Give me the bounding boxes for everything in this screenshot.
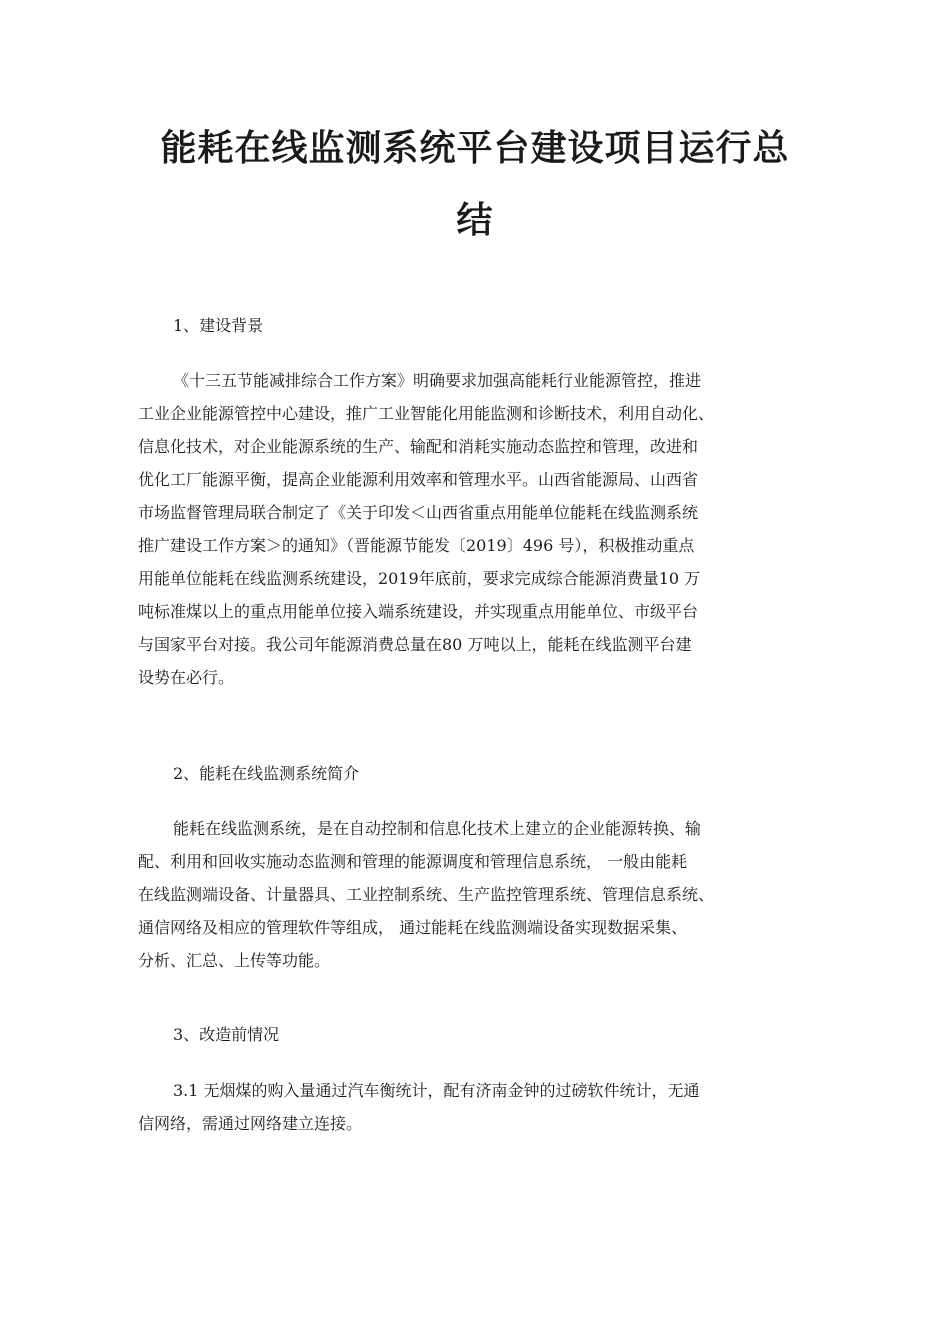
paragraph-line: 优化工厂能源平衡，提高企业能源利用效率和管理水平。山西省能源局、山西省 (138, 470, 699, 489)
paragraph-line: 在线监测端设备、计量器具、工业控制系统、生产监控管理系统、管理信息系统、 (138, 885, 715, 904)
paragraph-line: 工业企业能源管控中心建设，推广工业智能化用能监测和诊断技术，利用自动化、 (138, 404, 715, 423)
paragraph-line: 与国家平台对接。我公司年能源消费总量在80 万吨以上，能耗在线监测平台建 (138, 635, 692, 654)
document-title-line-2: 结 (456, 200, 494, 241)
paragraph-line: 能耗在线监测系统，是在自动控制和信息化技术上建立的企业能源转换、输 (173, 819, 702, 838)
paragraph-line: 《十三五节能减排综合工作方案》明确要求加强高能耗行业能源管控，推进 (173, 371, 702, 390)
paragraph-line: 配、利用和回收实施动态监测和管理的能源调度和管理信息系统， 一般由能耗 (138, 852, 688, 871)
paragraph-line: 信网络，需通过网络建立连接。 (138, 1114, 363, 1133)
paragraph-line: 推广建设工作方案＞的通知》（晋能源节能发〔2019〕496 号），积极推动重点 (138, 536, 695, 555)
section-1-heading: 1、建设背景 (173, 316, 264, 335)
paragraph-line: 分析、汇总、上传等功能。 (138, 951, 331, 970)
paragraph-line: 设势在必行。 (138, 668, 235, 687)
paragraph-line: 3.1 无烟煤的购入量通过汽车衡统计，配有济南金钟的过磅软件统计，无通 (173, 1081, 700, 1100)
section-3-paragraph (138, 1080, 818, 1146)
section-1-paragraph (138, 370, 818, 700)
paragraph-line: 吨标准煤以上的重点用能单位接入端系统建设，并实现重点用能单位、市级平台 (138, 602, 699, 621)
section-2-heading: 2、能耗在线监测系统简介 (173, 764, 360, 783)
paragraph-line: 用能单位能耗在线监测系统建设，2019年底前，要求完成综合能源消费量10 万 (138, 569, 701, 588)
paragraph-line: 信息化技术，对企业能源系统的生产、输配和消耗实施动态监控和管理，改进和 (138, 437, 699, 456)
document-title-line-1: 能耗在线监测系统平台建设项目运行总 (160, 128, 790, 169)
paragraph-line: 市场监督管理局联合制定了《关于印发＜山西省重点用能单位能耗在线监测系统 (138, 503, 699, 522)
paragraph-line: 通信网络及相应的管理软件等组成， 通过能耗在线监测端设备实现数据采集、 (138, 918, 688, 937)
section-2-paragraph (138, 818, 818, 983)
section-3-heading: 3、改造前情况 (173, 1025, 280, 1044)
